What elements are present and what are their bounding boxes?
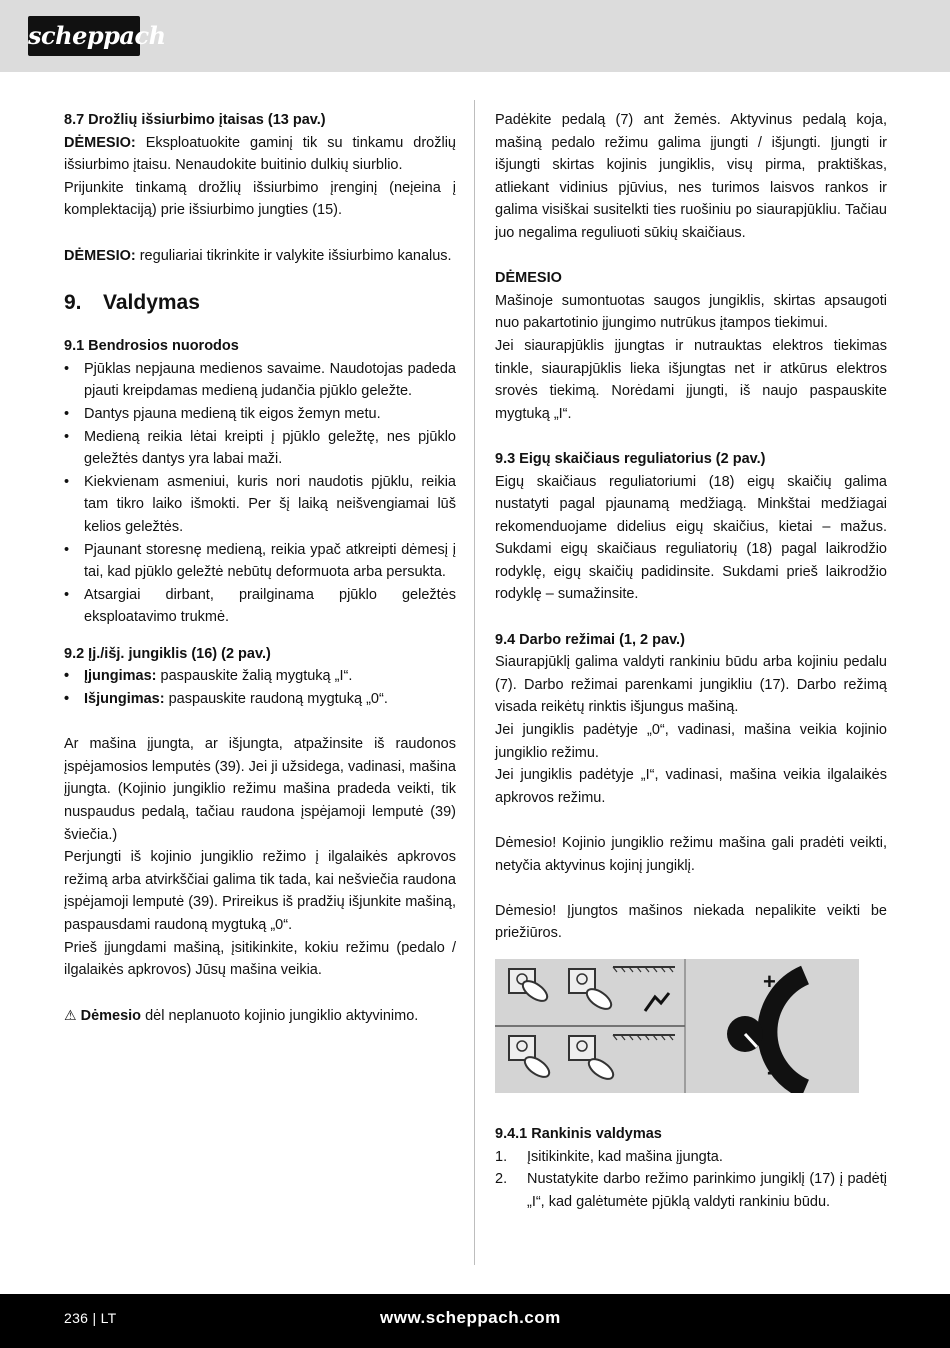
page-footer	[0, 1294, 950, 1348]
section-9-2-paragraph-2: Perjungti iš kojinio jungiklio režimo į ilgalaikės apkrovos režimą arba atvirkščiai galima tik tada, kai nešviečia raudona įspėjamoji lemputė (39). Prireikus iš pradžių išjunkite mašiną, paspausdami raudoną mygtuką „0“.	[64, 849, 456, 933]
right-column	[495, 109, 887, 1213]
section-8-7-warning-2: DĖMESIO: reguliariai tikrinkite ir valykite išsiurbimo kanalus.	[64, 247, 452, 264]
control-panel-figure	[495, 959, 859, 1093]
scheppach-logo: scheppach	[28, 16, 140, 56]
website-link[interactable]: www.scheppach.com	[380, 1308, 561, 1327]
list-item: 1. Įsitikinkite, kad mašina įjungta.	[495, 1148, 723, 1165]
page-header	[0, 0, 950, 72]
section-9-4-title: 9.4 Darbo režimai (1, 2 pav.)	[495, 631, 685, 648]
section-9-4-1-list	[495, 1146, 887, 1214]
section-8-7-connect: Prijunkite tinkamą drožlių išsiurbimo įrenginį (neįeina į komplektaciją) prie išsiurbimo jungties (15).	[64, 179, 456, 219]
page-number: 236 | LT	[64, 1310, 117, 1326]
list-item: • Atsargiai dirbant, prailginama pjūklo geležtės eksploatavimo trukmė.	[64, 584, 456, 629]
minus-label: -	[767, 1058, 775, 1084]
list-item: 2. Nustatykite darbo režimo parinkimo jungiklį (17) į padėtį „I“, kad galėtumėte pjūklą valdyti rankiniu būdu.	[495, 1171, 887, 1210]
list-item: • Išjungimas: paspauskite raudoną mygtuką „0“.	[64, 688, 456, 711]
section-9-2-title: 9.2 Įj./išj. jungiklis (16) (2 pav.)	[64, 645, 271, 662]
section-9-4-paragraph-2: Jei jungiklis padėtyje „0“, vadinasi, mašina veikia kojinio jungiklio režimu.	[495, 722, 887, 761]
left-column	[64, 109, 456, 1028]
section-9-2-warning: ⚠ Dėmesio dėl neplanuoto kojinio jungiklio aktyvinimo.	[64, 1004, 456, 1028]
list-item: • Pjaunant storesnę medieną, reikia ypač atkreipti dėmesį į tai, kad pjūklo geležtė nebūtų deformuota arba persukta.	[64, 539, 456, 584]
warning-triangle-icon: ⚠	[64, 1007, 77, 1024]
warning-paragraph-1: Mašinoje sumontuotas saugos jungiklis, skirtas apsaugoti nuo pakartotinio įjungimo nutrūkus įtampos tiekimui.	[495, 292, 887, 332]
section-9-2-list	[64, 665, 456, 710]
pedal-paragraph: Padėkite pedalą (7) ant žemės. Aktyvinus pedalą koja, mašiną pedalo režimu galima įjungti / išjungti. Įjungti ir išjungti skirtas kojinis jungiklis, visų pirma, praktiškas, atliekant vidinius pjūvius, nes turimos laisvos rankos ir galima visiškai susitelkti ties ruošiniu po siaurapjūkliu. Tačiau juo negalima reguliuoti sūkių skaičiaus.	[495, 112, 887, 241]
section-9-2-paragraph-1: Ar mašina įjungta, ar išjungta, atpažinsite iš raudonos įspėjamosios lemputės (39). Jei ji užsidega, vadinasi, mašina įjungta. (Kojinio jungiklio režimu mašina pradeda veikti, tik nuspaudus pedalą, tačiau raudona įspėjamoji lemputė (39) šviečia.)	[64, 736, 456, 843]
section-9-heading: 9. Valdymas	[64, 291, 200, 315]
section-9-4-warning-1: Dėmesio! Kojinio jungiklio režimu mašina gali pradėti veikti, netyčia aktyvinus kojinį jungiklį.	[495, 835, 887, 874]
control-panel-illustration	[495, 959, 859, 1093]
column-divider	[474, 100, 475, 1265]
warning-title: DĖMESIO	[495, 270, 562, 287]
section-9-3-text: Eigų skaičiaus reguliatoriumi (18) eigų skaičių galima nustatyti pagal pjaunamą medžiagą. Minkštai medžiagai rekomenduojame didelius eigų skaičius, kietai – mažus. Sukdami eigų skaičiaus reguliatorių (18) pagal laikrodžio rodyklę, eigų skaičių padidinsite. Sukdami prieš laikrodžio rodyklę – sumažinsite.	[495, 473, 887, 603]
section-9-3-title: 9.3 Eigų skaičiaus reguliatorius (2 pav.)	[495, 450, 766, 467]
plus-label: +	[763, 968, 776, 994]
list-item: • Medieną reikia lėtai kreipti į pjūklo geležtę, nes pjūklo geležtės dantys yra labai maži.	[64, 426, 456, 471]
section-9-1-list	[64, 358, 456, 629]
section-8-7-warning: DĖMESIO: Eksploatuokite gaminį tik su tinkamu drožlių išsiurbimo įtaisu. Nenaudokite buitinio dulkių siurblio.	[64, 134, 456, 174]
list-item: • Kiekvienam asmeniui, kuris nori naudotis pjūklu, reikia tam tikro laiko išmokti. Per šį laiką neišvengiamai lūš kelios geležtės.	[64, 471, 456, 539]
section-9-4-warning-2: Dėmesio! Įjungtos mašinos niekada nepalikite veikti be priežiūros.	[495, 902, 887, 942]
list-item: • Pjūklas nepjauna medienos savaime. Naudotojas padeda pjauti kreipdamas medieną judančia pjūklo geležte.	[64, 358, 456, 403]
section-8-7-title: 8.7 Drožlių išsiurbimo įtaisas (13 pav.)	[64, 112, 326, 128]
section-9-2-paragraph-3: Prieš įjungdami mašiną, įsitikinkite, kokiu režimu (pedalo / ilgalaikės apkrovos) Jūsų mašina veikia.	[64, 939, 456, 979]
section-9-1-title: 9.1 Bendrosios nuorodos	[64, 338, 239, 355]
section-9-4-paragraph-1: Siaurapjūklį galima valdyti rankiniu būdu arba kojiniu pedalu (7). Darbo režimai parenkami jungikliu (17). Darbo režimą visada reikėtų rinktis išjungus mašiną.	[495, 654, 887, 716]
list-item: • Įjungimas: paspauskite žalią mygtuką „I“.	[64, 665, 456, 688]
warning-paragraph-2: Jei siaurapjūklis įjungtas ir nutrauktas elektros tiekimas tinkle, siaurapjūklis lieka išjungtas net ir atkūrus elektros srovės tiekimą. Norėdami įjungti, iš naujo paspauskite mygtuką „I“.	[495, 337, 887, 422]
section-9-4-1-title: 9.4.1 Rankinis valdymas	[495, 1125, 662, 1142]
list-item: • Dantys pjauna medieną tik eigos žemyn metu.	[64, 403, 456, 426]
section-9-4-paragraph-3: Jei jungiklis padėtyje „I“, vadinasi, mašina veikia ilgalaikės apkrovos režimu.	[495, 767, 887, 806]
